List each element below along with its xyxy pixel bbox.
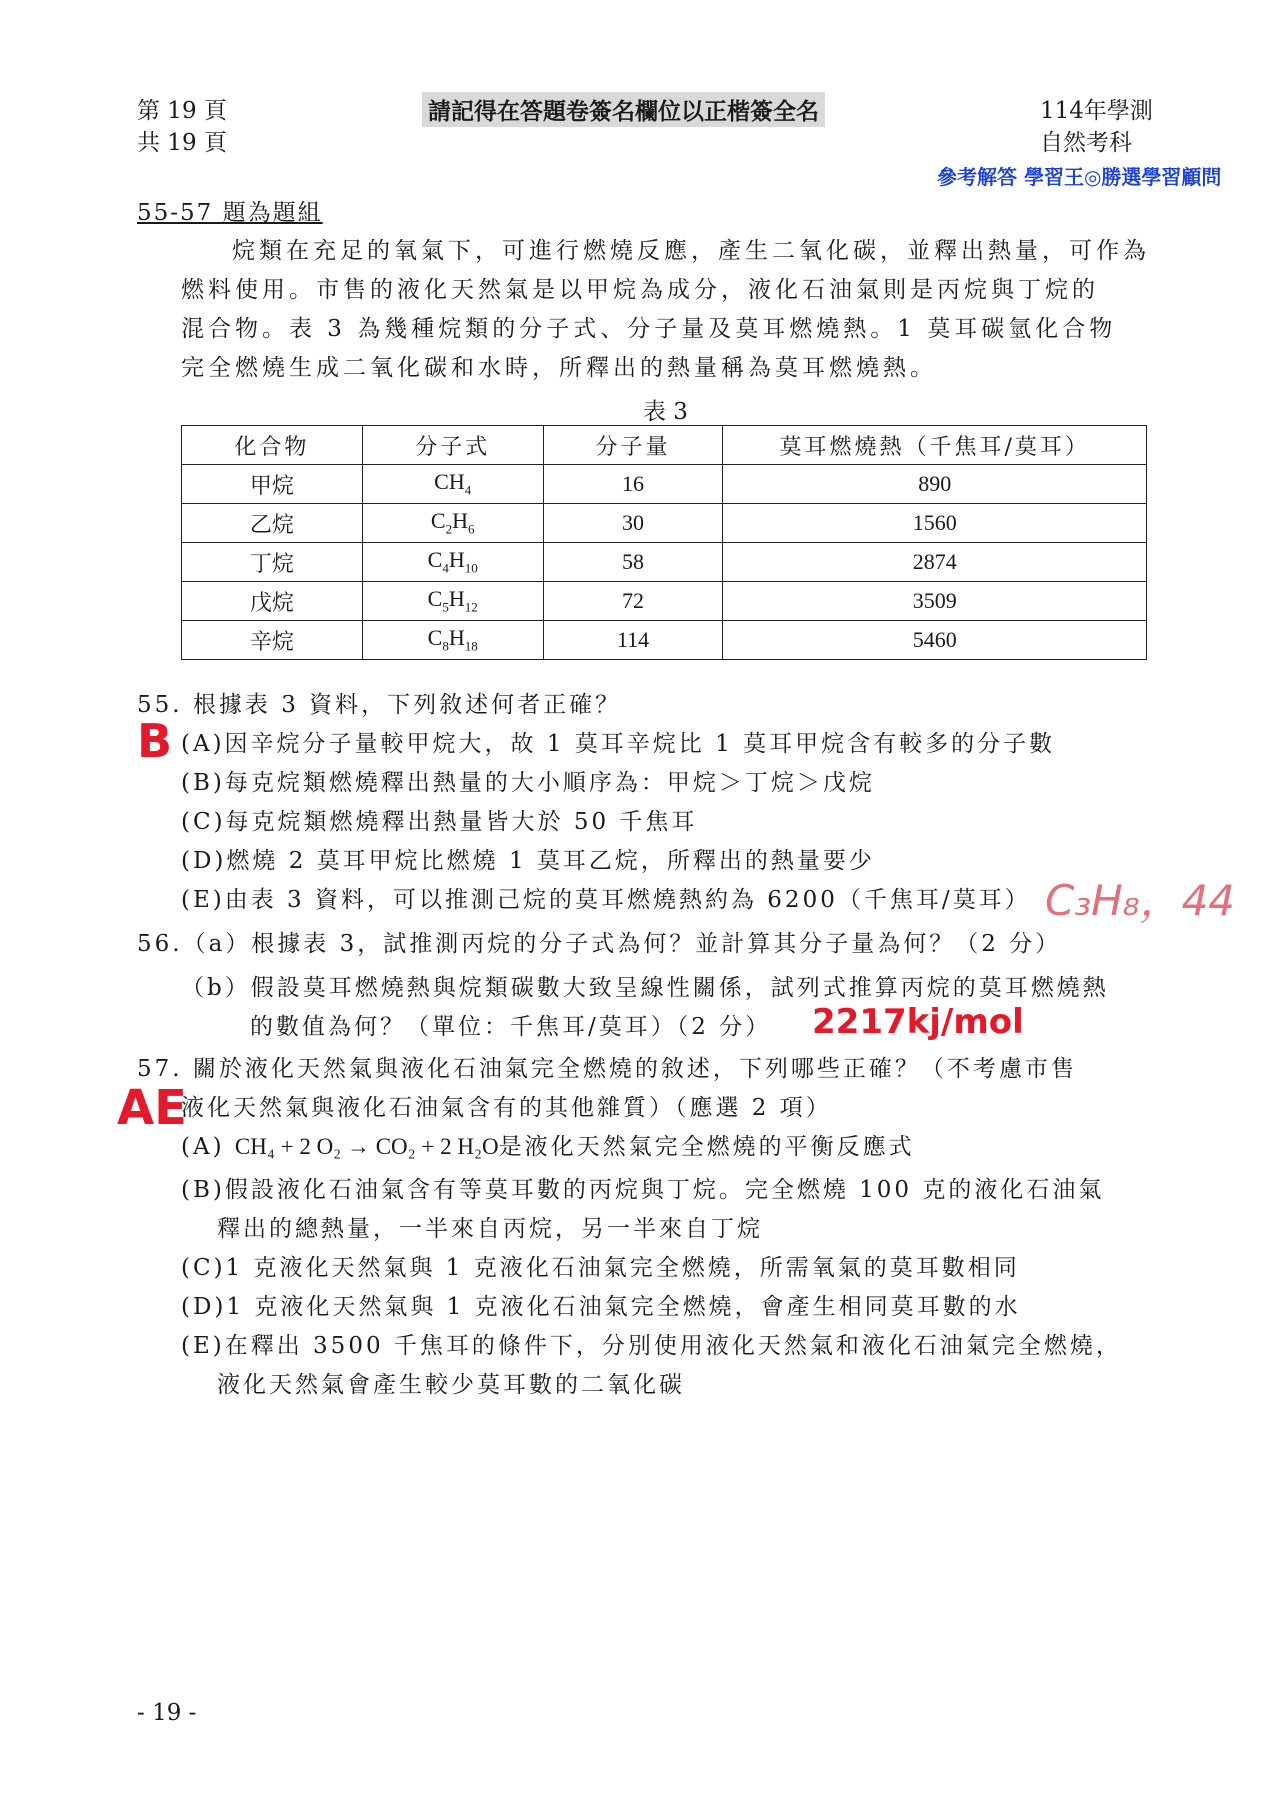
molar-mass: 114 bbox=[543, 621, 723, 660]
header-heat: 莫耳燃燒熱（千焦耳/莫耳） bbox=[723, 426, 1147, 465]
footer-page-number: - 19 - bbox=[137, 1700, 197, 1726]
q55-handwritten-answer: B bbox=[137, 714, 173, 768]
q55-option-a: (A)因辛烷分子量較甲烷大，故 1 莫耳辛烷比 1 莫耳甲烷含有較多的分子數 bbox=[181, 731, 1056, 757]
table-caption: 表 3 bbox=[643, 399, 688, 425]
intro-line-1: 烷類在充足的氧氣下，可進行燃燒反應，產生二氧化碳，並釋出熱量，可作為 bbox=[232, 238, 1150, 264]
molecular-formula: $C_4H_{10}$ bbox=[362, 543, 543, 582]
q56a-handwritten-answer: C₃H₈，44 bbox=[1045, 876, 1236, 925]
q57-handwritten-answer: AE bbox=[117, 1080, 187, 1136]
q56b-handwritten-answer: 2217kj/mol bbox=[812, 1002, 1024, 1042]
option-a-text: 是液化天然氣完全燃燒的平衡反應式 bbox=[498, 1134, 915, 1160]
molecular-formula: $CH_4$ bbox=[362, 465, 543, 504]
page-total: 共 19 頁 bbox=[137, 130, 227, 156]
intro-line-3: 混合物。表 3 為幾種烷類的分子式、分子量及莫耳燃燒熱。1 莫耳碳氫化合物 bbox=[181, 316, 1117, 342]
group-title: 55-57 題為題組 bbox=[137, 200, 323, 226]
q57-option-e-line-2: 液化天然氣會產生較少莫耳數的二氧化碳 bbox=[217, 1372, 685, 1398]
molar-mass: 72 bbox=[543, 582, 723, 621]
q55-option-c: (C)每克烷類燃燒釋出熱量皆大於 50 千焦耳 bbox=[181, 809, 698, 835]
q57-option-c: (C)1 克液化天然氣與 1 克液化石油氣完全燃燒，所需氧氣的莫耳數相同 bbox=[181, 1255, 1020, 1281]
molecular-formula: $C_8H_{18}$ bbox=[362, 621, 543, 660]
exam-year: 114年學測 bbox=[1040, 98, 1153, 124]
combustion-heat: 890 bbox=[723, 465, 1147, 504]
option-a-label: (A) bbox=[181, 1134, 235, 1160]
compound-name: 乙烷 bbox=[182, 504, 363, 543]
q57-option-b-line-1: (B)假設液化石油氣含有等莫耳數的丙烷與丁烷。完全燃燒 100 克的液化石油氣 bbox=[181, 1177, 1105, 1203]
header-compound: 化合物 bbox=[182, 426, 363, 465]
q57-stem-line-2: 液化天然氣與液化石油氣含有的其他雜質）（應選 2 項） bbox=[181, 1095, 832, 1121]
molar-mass: 58 bbox=[543, 543, 723, 582]
page-current: 第 19 頁 bbox=[137, 98, 227, 124]
combustion-heat: 1560 bbox=[723, 504, 1147, 543]
compound-name: 丁烷 bbox=[182, 543, 363, 582]
table-3 bbox=[181, 425, 1147, 660]
table-row bbox=[182, 543, 1147, 582]
header-molar-mass: 分子量 bbox=[543, 426, 723, 465]
compound-name: 戊烷 bbox=[182, 582, 363, 621]
intro-line-4: 完全燃燒生成二氧化碳和水時，所釋出的熱量稱為莫耳燃燒熱。 bbox=[181, 355, 937, 381]
q57-option-a bbox=[181, 1128, 915, 1161]
header-formula: 分子式 bbox=[362, 426, 543, 465]
compound-name: 甲烷 bbox=[182, 465, 363, 504]
q55-option-e: (E)由表 3 資料，可以推測己烷的莫耳燃燒熱約為 6200（千焦耳/莫耳） bbox=[181, 887, 1031, 913]
q55-stem: 55. 根據表 3 資料，下列敘述何者正確？ bbox=[137, 692, 622, 718]
table-header-row bbox=[182, 426, 1147, 465]
q56-part-b-line-1: （b）假設莫耳燃燒熱與烷類碳數大致呈線性關係，試列式推算丙烷的莫耳燃燒熱 bbox=[181, 975, 1109, 1001]
table-row bbox=[182, 465, 1147, 504]
table-row bbox=[182, 621, 1147, 660]
q57-option-b-line-2: 釋出的總熱量，一半來自丙烷，另一半來自丁烷 bbox=[217, 1216, 763, 1242]
combustion-heat: 2874 bbox=[723, 543, 1147, 582]
subject-name: 自然考科 bbox=[1040, 130, 1132, 156]
molar-mass: 16 bbox=[543, 465, 723, 504]
q55-option-b: (B)每克烷類燃燒釋出熱量的大小順序為：甲烷＞丁烷＞戊烷 bbox=[181, 770, 875, 796]
q56-part-b-line-2: 的數值為何？（單位：千焦耳/莫耳）（2 分） bbox=[250, 1014, 772, 1040]
combustion-equation: CH₄ + 2 O₂ → CO₂ + 2 H₂O bbox=[234, 1134, 499, 1159]
table-row bbox=[182, 504, 1147, 543]
molecular-formula: $C_2H_6$ bbox=[362, 504, 543, 543]
q56-part-a: 56.（a）根據表 3，試推測丙烷的分子式為何？並計算其分子量為何？（2 分） bbox=[137, 931, 1062, 957]
q57-option-e-line-1: (E)在釋出 3500 千焦耳的條件下，分別使用液化天然氣和液化石油氣完全燃燒， bbox=[181, 1333, 1122, 1359]
molar-mass: 30 bbox=[543, 504, 723, 543]
intro-line-2: 燃料使用。市售的液化天然氣是以甲烷為成分，液化石油氣則是丙烷與丁烷的 bbox=[181, 277, 1099, 303]
answer-key-source: 參考解答 學習王◎勝選學習顧問 bbox=[937, 165, 1222, 189]
signature-notice: 請記得在答題卷簽名欄位以正楷簽全名 bbox=[422, 92, 825, 127]
q57-stem-line-1: 57. 關於液化天然氣與液化石油氣完全燃燒的敘述，下列哪些正確？（不考慮市售 bbox=[137, 1056, 1077, 1082]
q57-option-d: (D)1 克液化天然氣與 1 克液化石油氣完全燃燒，會產生相同莫耳數的水 bbox=[181, 1294, 1021, 1320]
combustion-heat: 5460 bbox=[723, 621, 1147, 660]
table-row bbox=[182, 582, 1147, 621]
compound-name: 辛烷 bbox=[182, 621, 363, 660]
molecular-formula: $C_5H_{12}$ bbox=[362, 582, 543, 621]
q55-option-d: (D)燃燒 2 莫耳甲烷比燃燒 1 莫耳乙烷，所釋出的熱量要少 bbox=[181, 848, 875, 874]
combustion-heat: 3509 bbox=[723, 582, 1147, 621]
